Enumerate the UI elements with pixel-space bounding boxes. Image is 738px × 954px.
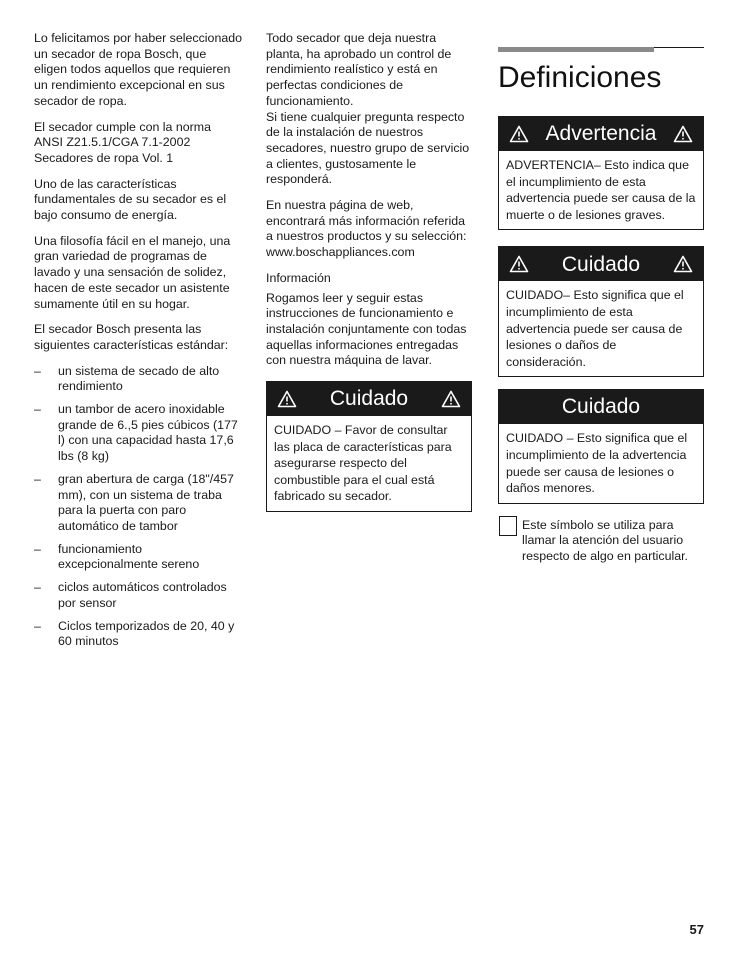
warning-triangle-icon xyxy=(509,255,529,273)
page-number: 57 xyxy=(689,922,704,937)
caution-box-body xyxy=(499,281,703,376)
intro-paragraph-4: Una filosofía fácil en el manejo, una gran variedad de programas de lavado y una sensación de solidez, hacen de este secador un asistente sumamente útil en su hogar. xyxy=(34,233,231,311)
feature-list xyxy=(34,364,242,650)
service-paragraph-2: Si tiene cualquier pregunta respecto de la instalación de nuestros secadores, nuestro grupo de servicio a clientes, gustosamente le responderá. xyxy=(266,109,470,187)
caution-keyword: CUIDADO xyxy=(506,288,564,303)
feature-text: Ciclos temporizados de 20, 40 y 60 minutos xyxy=(58,618,235,649)
dash-bullet: – xyxy=(34,580,41,595)
caution-box-serious xyxy=(498,246,704,377)
feature-item xyxy=(34,402,242,465)
note-square-icon xyxy=(499,516,517,536)
caution-text: – Esto significa que el incumplimiento de la advertencia puede ser causa de lesiones o daños menores. xyxy=(506,431,688,496)
caution-title: Cuidado xyxy=(561,252,641,276)
feature-item xyxy=(34,580,242,611)
warning-triangle-icon xyxy=(441,390,461,408)
feature-text: un sistema de secado de alto rendimiento xyxy=(58,363,220,394)
intro-paragraph-2: El secador cumple con la norma ANSI Z21.5.1/CGA 7.1-2002 Secadores de ropa Vol. 1 xyxy=(34,119,211,165)
intro-paragraph-3: Uno de las características fundamentales de su secador es el bajo consumo de energía. xyxy=(34,176,227,223)
feature-text: funcionamiento excepcionalmente sereno xyxy=(58,541,200,572)
caution-title: Cuidado xyxy=(561,395,641,419)
warning-text: – Esto indica que el incumplimiento de esta advertencia puede ser causa de la muerte o de lesiones graves. xyxy=(506,158,696,222)
intro-paragraph-5: El secador Bosch presenta las siguientes características estándar: xyxy=(34,322,229,352)
caution-text: – Favor de consultar las placa de características para asegurarse respecto del combustible para el cual está fabricado su secador. xyxy=(274,423,452,504)
feature-text: ciclos automáticos controlados por sensor xyxy=(58,580,227,610)
column-intro xyxy=(34,31,242,657)
service-paragraph-1: Todo secador que deja nuestra planta, ha aprobado un control de rendimiento realístico y está en perfectas condiciones de funcionamiento. xyxy=(266,31,452,108)
symbol-note xyxy=(498,518,704,565)
feature-item xyxy=(34,542,242,573)
column-definitions xyxy=(498,46,704,565)
feature-item xyxy=(34,472,242,535)
caution-text: – Esto significa que el incumplimiento de esta advertencia puede ser causa de lesiones o daños de consideración. xyxy=(506,288,684,369)
warning-triangle-icon xyxy=(277,390,297,408)
info-heading: Información xyxy=(266,270,331,285)
dash-bullet: – xyxy=(34,402,41,417)
feature-item xyxy=(34,364,242,395)
caution-box-header xyxy=(499,247,703,281)
feature-text: un tambor de acero inoxidable grande de 6.,5 pies cúbicos (177 l) con una capacidad hasta 17,6 lbs (8 kg) xyxy=(58,402,238,464)
warning-box-body xyxy=(499,151,703,229)
caution-box-header xyxy=(267,382,471,416)
web-paragraph: En nuestra página de web, encontrará más información referida a nuestros productos y su selección: www.boschappliances.com xyxy=(266,198,467,260)
caution-box-minor xyxy=(498,389,704,503)
feature-item xyxy=(34,619,242,650)
column-service xyxy=(266,31,472,512)
caution-keyword: CUIDADO xyxy=(506,431,564,446)
rule-accent xyxy=(498,47,654,52)
caution-title: Cuidado xyxy=(329,387,409,411)
caution-box-body xyxy=(499,424,703,502)
section-title: Definiciones xyxy=(498,61,662,94)
caution-keyword: CUIDADO xyxy=(274,423,332,438)
warning-title: Advertencia xyxy=(545,122,657,146)
dash-bullet: – xyxy=(34,618,41,633)
info-paragraph: Rogamos leer y seguir estas instrucciones de funcionamiento e instalación conjuntamente con todas aquellas informaciones entregadas con nuestra máquina de lavar. xyxy=(266,290,467,368)
symbol-note-text: Este símbolo se utiliza para llamar la atención del usuario respecto de algo en particular. xyxy=(522,517,689,564)
caution-box-fuel xyxy=(266,381,472,512)
section-rule xyxy=(498,46,704,54)
caution-box-header xyxy=(499,390,703,424)
warning-triangle-icon xyxy=(673,255,693,273)
warning-triangle-icon xyxy=(673,125,693,143)
feature-text: gran abertura de carga (18"/457 mm), con un sistema de traba para la puerta con paro automático de tambor xyxy=(58,471,234,533)
warning-triangle-icon xyxy=(509,125,529,143)
dash-bullet: – xyxy=(34,471,41,486)
dash-bullet: – xyxy=(34,363,41,378)
warning-keyword: ADVERTENCIA xyxy=(506,158,594,172)
warning-box xyxy=(498,116,704,230)
intro-paragraph-1: Lo felicitamos por haber seleccionado un secador de ropa Bosch, que eligen todos aquellos que requieren un rendimiento excepcional en sus secador de ropa. xyxy=(34,31,243,108)
dash-bullet: – xyxy=(34,541,41,556)
caution-box-body xyxy=(267,416,471,511)
warning-box-header xyxy=(499,117,703,151)
